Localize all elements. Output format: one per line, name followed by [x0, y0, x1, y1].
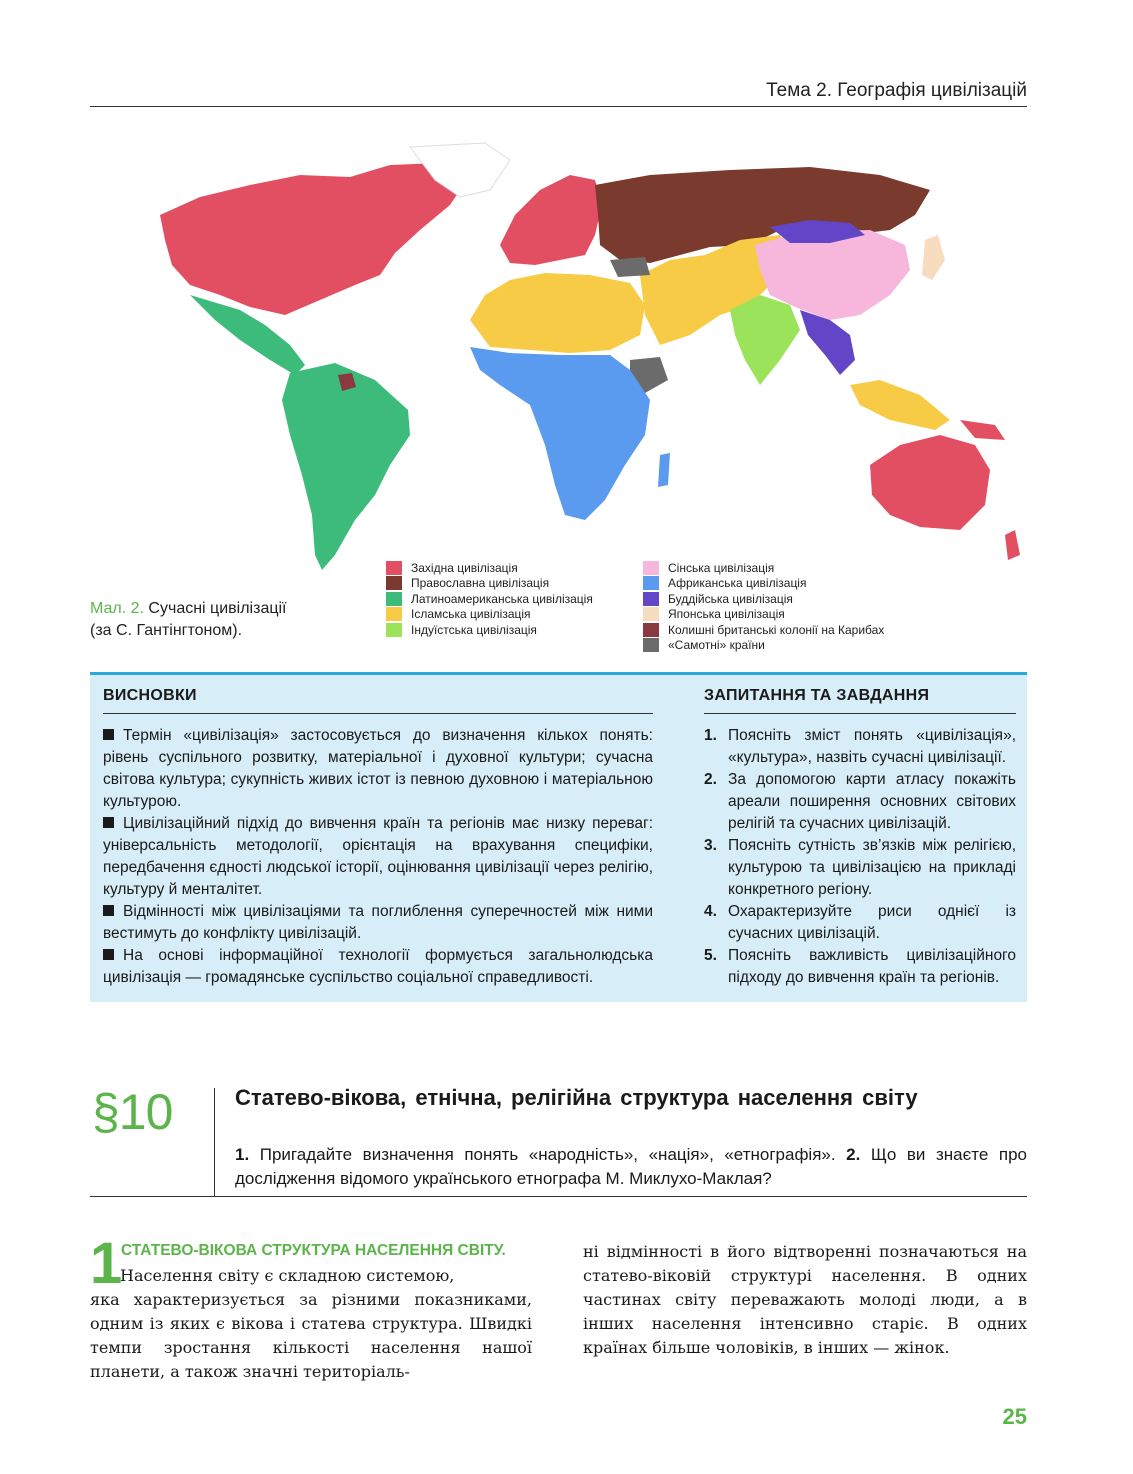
figure-caption-line1: Сучасні цивілізації — [143, 600, 287, 617]
legend-swatch — [386, 607, 402, 621]
legend-item — [643, 576, 884, 592]
summary-box — [90, 672, 1027, 1002]
legend-right — [643, 560, 884, 653]
legend-item — [643, 560, 884, 576]
legend-swatch — [643, 607, 659, 621]
legend-swatch — [386, 576, 402, 590]
question-item — [704, 945, 1016, 989]
question-text: Поясніть сутність зв’язків між релігією, культурою та цивілізацією на прикладі конкретного регіону. — [728, 837, 1016, 898]
body-column-right: ні відмінності в його відтворенні позначаються на статево-віковій структурі населення. В одних частинах світу переважають молоді люди, а в інших населення інтенсивно старіє. В одних країнах більше чоловіків, в інших — жінок. — [583, 1242, 1027, 1357]
question-text: Охарактеризуйте риси однієї із сучасних цивілізацій. — [728, 903, 1016, 942]
region-new-zealand — [1005, 530, 1020, 560]
legend-item — [643, 607, 884, 623]
page-number: 25 — [1002, 1404, 1027, 1429]
region-madagascar — [658, 453, 670, 487]
legend-label: Латиноамериканська цивілізація — [411, 591, 593, 606]
prompt-number: 1. — [235, 1145, 250, 1164]
conclusion-text: Цивілізаційний підхід до вивчення країн та регіонів має низку переваг: універсальність методології, орієнтація на врахування специфіки, передбачення єдності людської історії, оцінювання цивілізації через релігію, культуру й менталітет. — [103, 815, 653, 898]
figure-label: Мал. 2. — [90, 600, 144, 617]
legend-label: Західна цивілізація — [411, 560, 518, 575]
region-islamic-indonesia — [850, 380, 950, 430]
legend-item — [643, 638, 884, 654]
question-number: 1. — [704, 727, 717, 744]
legend-item — [386, 591, 593, 607]
region-north-america — [160, 163, 470, 315]
legend-swatch — [386, 592, 402, 606]
region-india — [730, 295, 800, 385]
legend-swatch — [643, 592, 659, 606]
figure-caption-line2: (за С. Гантінгтоном). — [90, 622, 243, 639]
questions-title: ЗАПИТАННЯ ТА ЗАВДАННЯ — [704, 687, 930, 704]
legend-label: Колишні британські колонії на Карибах — [668, 622, 885, 637]
subsection-heading: СТАТЕВО-ВІКОВА СТРУКТУРА НАСЕЛЕННЯ СВІТУ. — [121, 1242, 506, 1259]
section-prompt — [235, 1143, 1027, 1191]
bullet-square-icon — [103, 949, 114, 960]
region-se-asia-buddhist — [800, 310, 855, 375]
legend-item — [386, 607, 593, 623]
legend-swatch — [643, 638, 659, 652]
questions-rule — [704, 713, 1016, 714]
legend-swatch — [643, 623, 659, 637]
legend-swatch — [643, 576, 659, 590]
conclusion-item — [103, 901, 653, 945]
legend-left — [386, 560, 593, 638]
conclusion-text: Термін «цивілізація» застосовується до визначення кількох понять: рівень суспільного розвитку, матеріальної і духовної культури; сучасна світова культура; сукупність живих істот із певною духовною і матеріальною культурою. — [103, 727, 653, 810]
bullet-square-icon — [103, 729, 114, 740]
questions-list — [704, 725, 1016, 989]
region-islamic-africa — [470, 273, 645, 353]
legend-label: Африканська цивілізація — [668, 576, 807, 591]
question-number: 4. — [704, 903, 717, 920]
conclusion-text: Відмінності між цивілізаціями та поглиблення суперечностей між ними вестимуть до конфлікту цивілізацій. — [103, 903, 653, 942]
conclusion-text: На основі інформаційної технології формується загальнолюдська цивілізація — громадянське суспільство соціальної справедливості. — [103, 947, 653, 986]
running-header: Тема 2. Географія цивілізацій — [766, 80, 1027, 101]
conclusions-list — [103, 725, 653, 989]
region-south-america — [282, 363, 410, 570]
subsection-number: 1 — [90, 1231, 123, 1296]
prompt-text: Пригадайте визначення понять «народність», «нація», «етнографія». — [249, 1145, 847, 1164]
legend-swatch — [643, 561, 659, 575]
question-item — [704, 835, 1016, 901]
legend-item — [643, 622, 884, 638]
legend-swatch — [386, 561, 402, 575]
legend-label: Ісламська цивілізація — [411, 607, 531, 622]
legend-label: Індуїстська цивілізація — [411, 622, 537, 637]
legend-label: Буддійська цивілізація — [668, 591, 793, 606]
figure-caption — [90, 598, 287, 642]
conclusion-item — [103, 945, 653, 989]
body-text: яка характеризується за різними показниками, одним із яких є вікова і статева структура. Швидкі темпи зростання кількості населення нашої планети, а також значні територіаль- — [90, 1290, 532, 1381]
region-japan — [922, 235, 945, 280]
civilizations-world-map — [90, 135, 1027, 575]
legend-label: «Самотні» країни — [668, 638, 765, 653]
legend-item — [386, 622, 593, 638]
region-australia — [870, 435, 990, 530]
legend-label: Сінська цивілізація — [668, 560, 775, 575]
bullet-square-icon — [103, 905, 114, 916]
section-rule — [90, 1196, 1027, 1197]
conclusions-rule — [103, 713, 653, 714]
question-item — [704, 901, 1016, 945]
question-text: Поясніть важливість цивілізаційного підходу до вивчення країн та регіонів. — [728, 947, 1016, 986]
legend-item — [386, 576, 593, 592]
region-turkey-lone — [610, 257, 650, 277]
legend-label: Японська цивілізація — [668, 607, 785, 622]
section-title: Статево-вікова, етнічна, релігійна структура населення світу — [235, 1085, 918, 1110]
legend-swatch — [386, 623, 402, 637]
region-western-europe — [500, 175, 602, 265]
question-item — [704, 725, 1016, 769]
body-first-line: Населення світу є складною системою, — [120, 1266, 455, 1285]
region-papua — [960, 420, 1005, 440]
question-number: 2. — [704, 771, 717, 788]
region-subsaharan-africa — [470, 347, 650, 520]
conclusion-item — [103, 813, 653, 901]
section-divider — [214, 1088, 215, 1196]
question-number: 3. — [704, 837, 717, 854]
legend-label: Православна цивілізація — [411, 576, 550, 591]
conclusion-item — [103, 725, 653, 813]
body-column-left — [90, 1264, 532, 1384]
question-text: За допомогою карти атласу покажіть ареали поширення основних світових релігій та сучасних цивілізацій. — [728, 771, 1016, 832]
prompt-number: 2. — [846, 1145, 861, 1164]
question-text: Поясніть зміст понять «цивілізація», «культура», назвіть сучасні цивілізації. — [728, 727, 1016, 766]
prompt-text: Що ви знаєте про дослідження відомого українського етнографа М. Миклухо-Маклая? — [235, 1145, 1027, 1188]
legend-item — [386, 560, 593, 576]
conclusions-title: ВИСНОВКИ — [103, 687, 197, 704]
legend-item — [643, 591, 884, 607]
section-number: §10 — [92, 1084, 173, 1140]
question-item — [704, 769, 1016, 835]
header-rule — [90, 106, 1027, 107]
bullet-square-icon — [103, 817, 114, 828]
question-number: 5. — [704, 947, 717, 964]
